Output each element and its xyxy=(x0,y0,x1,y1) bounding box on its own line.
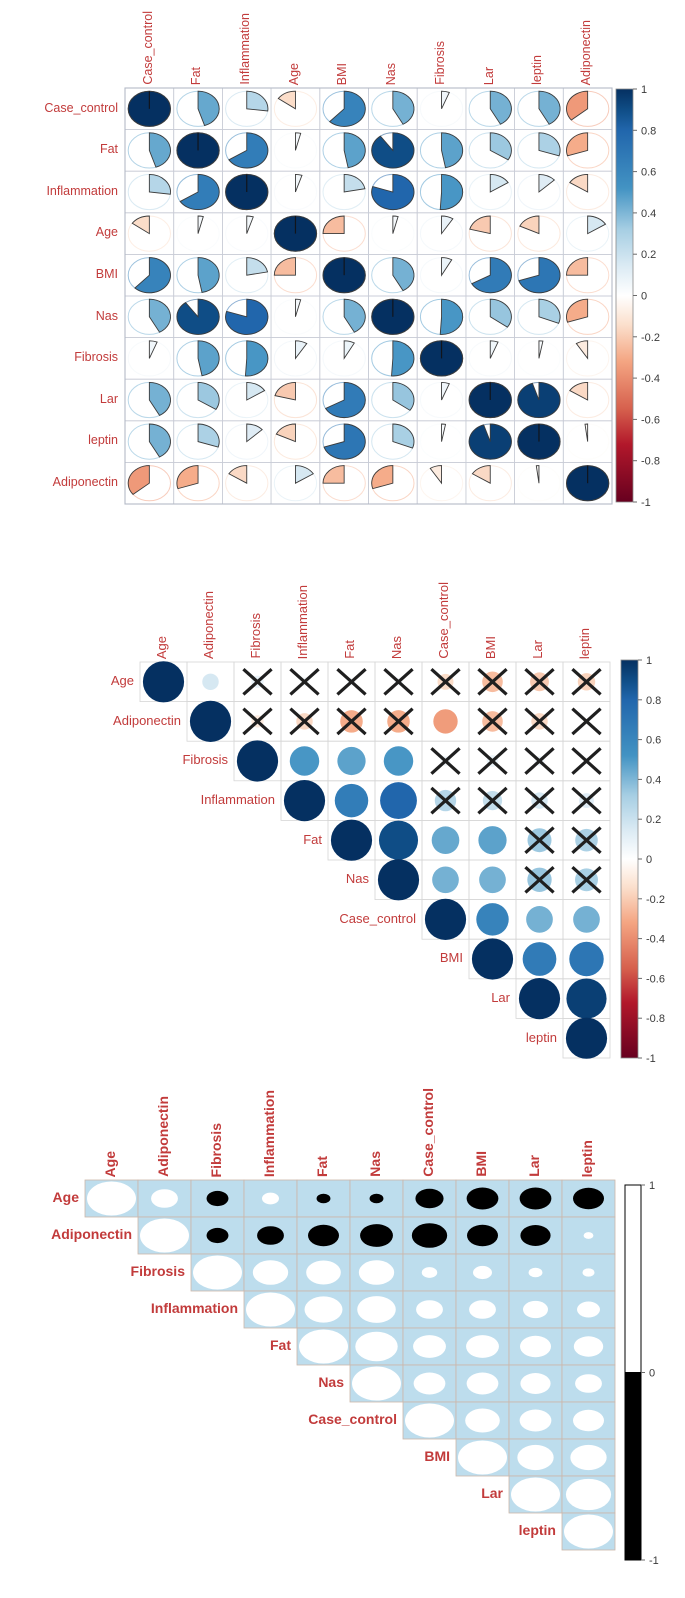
colorbar-tick-label: 0 xyxy=(649,1367,656,1380)
colorbar-tick-label: -0.2 xyxy=(641,331,660,344)
col-label: Age xyxy=(154,635,170,659)
row-label: Adiponectin xyxy=(51,1226,132,1243)
col-label: BMI xyxy=(335,62,350,85)
col-label: Inflammation xyxy=(260,1089,277,1177)
significance-circle-correlogram xyxy=(0,540,685,1075)
colorbar-tick-label: -0.6 xyxy=(641,414,660,427)
col-label: Case_control xyxy=(436,582,452,659)
row-label: Adiponectin xyxy=(52,474,118,489)
row-label: BMI xyxy=(439,950,463,966)
colorbar-tick-label: 1 xyxy=(646,655,653,667)
col-label: Inflammation xyxy=(238,13,252,85)
col-label: Case_control xyxy=(140,11,155,85)
col-label: Lar xyxy=(481,66,496,85)
colorbar-tick-label: 1 xyxy=(641,84,648,96)
row-label: Fibrosis xyxy=(182,752,228,768)
colorbar-tick-label: 0.2 xyxy=(646,814,662,827)
colorbar-tick-label: 0.8 xyxy=(641,125,657,138)
col-label: Nas xyxy=(366,1151,383,1177)
colorbar-tick-label: -0.2 xyxy=(646,893,665,906)
colorbar-tick-label: -1 xyxy=(646,1053,656,1065)
col-label: Nas xyxy=(389,635,405,659)
col-label: Lar xyxy=(530,640,546,659)
row-label: Inflammation xyxy=(200,792,275,808)
col-label: leptin xyxy=(577,627,593,659)
col-label: Fat xyxy=(189,66,204,85)
col-label: BMI xyxy=(472,1151,489,1177)
colorbar-tick-label: -0.4 xyxy=(641,373,660,386)
colorbar-tick-label: -0.8 xyxy=(646,1013,665,1026)
row-label: Fibrosis xyxy=(74,350,118,365)
row-label: Nas xyxy=(318,1374,344,1391)
row-label: BMI xyxy=(95,266,118,281)
col-label: Adiponectin xyxy=(154,1096,171,1177)
row-label: Age xyxy=(95,225,118,240)
colorbar-tick-label: 1 xyxy=(649,1180,656,1192)
colorbar-tick-label: -1 xyxy=(641,497,651,509)
col-label: leptin xyxy=(530,55,545,85)
row-label: Case_control xyxy=(308,1411,397,1428)
row-label: Fat xyxy=(303,831,322,847)
colorbar-tick-label: 0.4 xyxy=(641,207,657,220)
col-label: Fibrosis xyxy=(248,613,264,659)
row-label: Fat xyxy=(270,1337,291,1354)
colorbar-tick-label: 0.6 xyxy=(641,166,657,179)
col-label: Fibrosis xyxy=(432,41,447,85)
col-label: Lar xyxy=(525,1155,542,1177)
row-label: Nas xyxy=(95,308,118,323)
colorbar-tick-label: 0 xyxy=(641,290,648,303)
colorbar-tick-label: 0.4 xyxy=(646,774,662,787)
row-label: Inflammation xyxy=(150,1300,238,1317)
pie-correlogram xyxy=(0,0,685,540)
row-label: BMI xyxy=(424,1448,450,1465)
row-label: Lar xyxy=(481,1485,503,1502)
row-label: leptin xyxy=(518,1522,556,1539)
colorbar-tick-label: 0.8 xyxy=(646,694,662,707)
col-label: Nas xyxy=(384,62,399,85)
col-label: Case_control xyxy=(419,1088,436,1177)
row-label: Case_control xyxy=(44,100,118,115)
row-label: Age xyxy=(110,673,134,689)
colorbar-tick-label: -0.4 xyxy=(646,933,665,946)
row-label: Adiponectin xyxy=(113,712,181,728)
col-label: Fat xyxy=(313,1156,330,1177)
colorbar-tick-label: -1 xyxy=(649,1555,659,1567)
colorbar-tick-label: -0.8 xyxy=(641,455,660,468)
bw-circle-correlogram xyxy=(0,1075,685,1598)
row-label: Fibrosis xyxy=(130,1263,185,1280)
colorbar-tick-label: 0 xyxy=(646,854,653,866)
col-label: Age xyxy=(286,62,301,85)
colorbar-tick-label: 0.2 xyxy=(641,249,657,262)
row-label: Lar xyxy=(491,990,510,1006)
col-label: leptin xyxy=(578,1139,595,1177)
colorbar-tick-label: 0.6 xyxy=(646,734,662,747)
row-label: leptin xyxy=(525,1029,557,1045)
row-label: Fat xyxy=(99,142,118,157)
col-label: Fat xyxy=(342,640,358,659)
row-label: Nas xyxy=(345,871,369,887)
col-label: Adiponectin xyxy=(578,19,593,85)
colorbar-tick-label: -0.6 xyxy=(646,973,665,986)
row-label: Case_control xyxy=(339,910,416,926)
row-label: leptin xyxy=(88,433,118,448)
row-label: Inflammation xyxy=(46,183,118,198)
col-label: Fibrosis xyxy=(207,1122,224,1177)
col-label: Inflammation xyxy=(295,584,311,659)
col-label: BMI xyxy=(483,635,499,659)
row-label: Age xyxy=(52,1189,79,1206)
col-label: Adiponectin xyxy=(201,591,217,659)
col-label: Age xyxy=(101,1150,118,1177)
row-label: Lar xyxy=(99,391,118,406)
